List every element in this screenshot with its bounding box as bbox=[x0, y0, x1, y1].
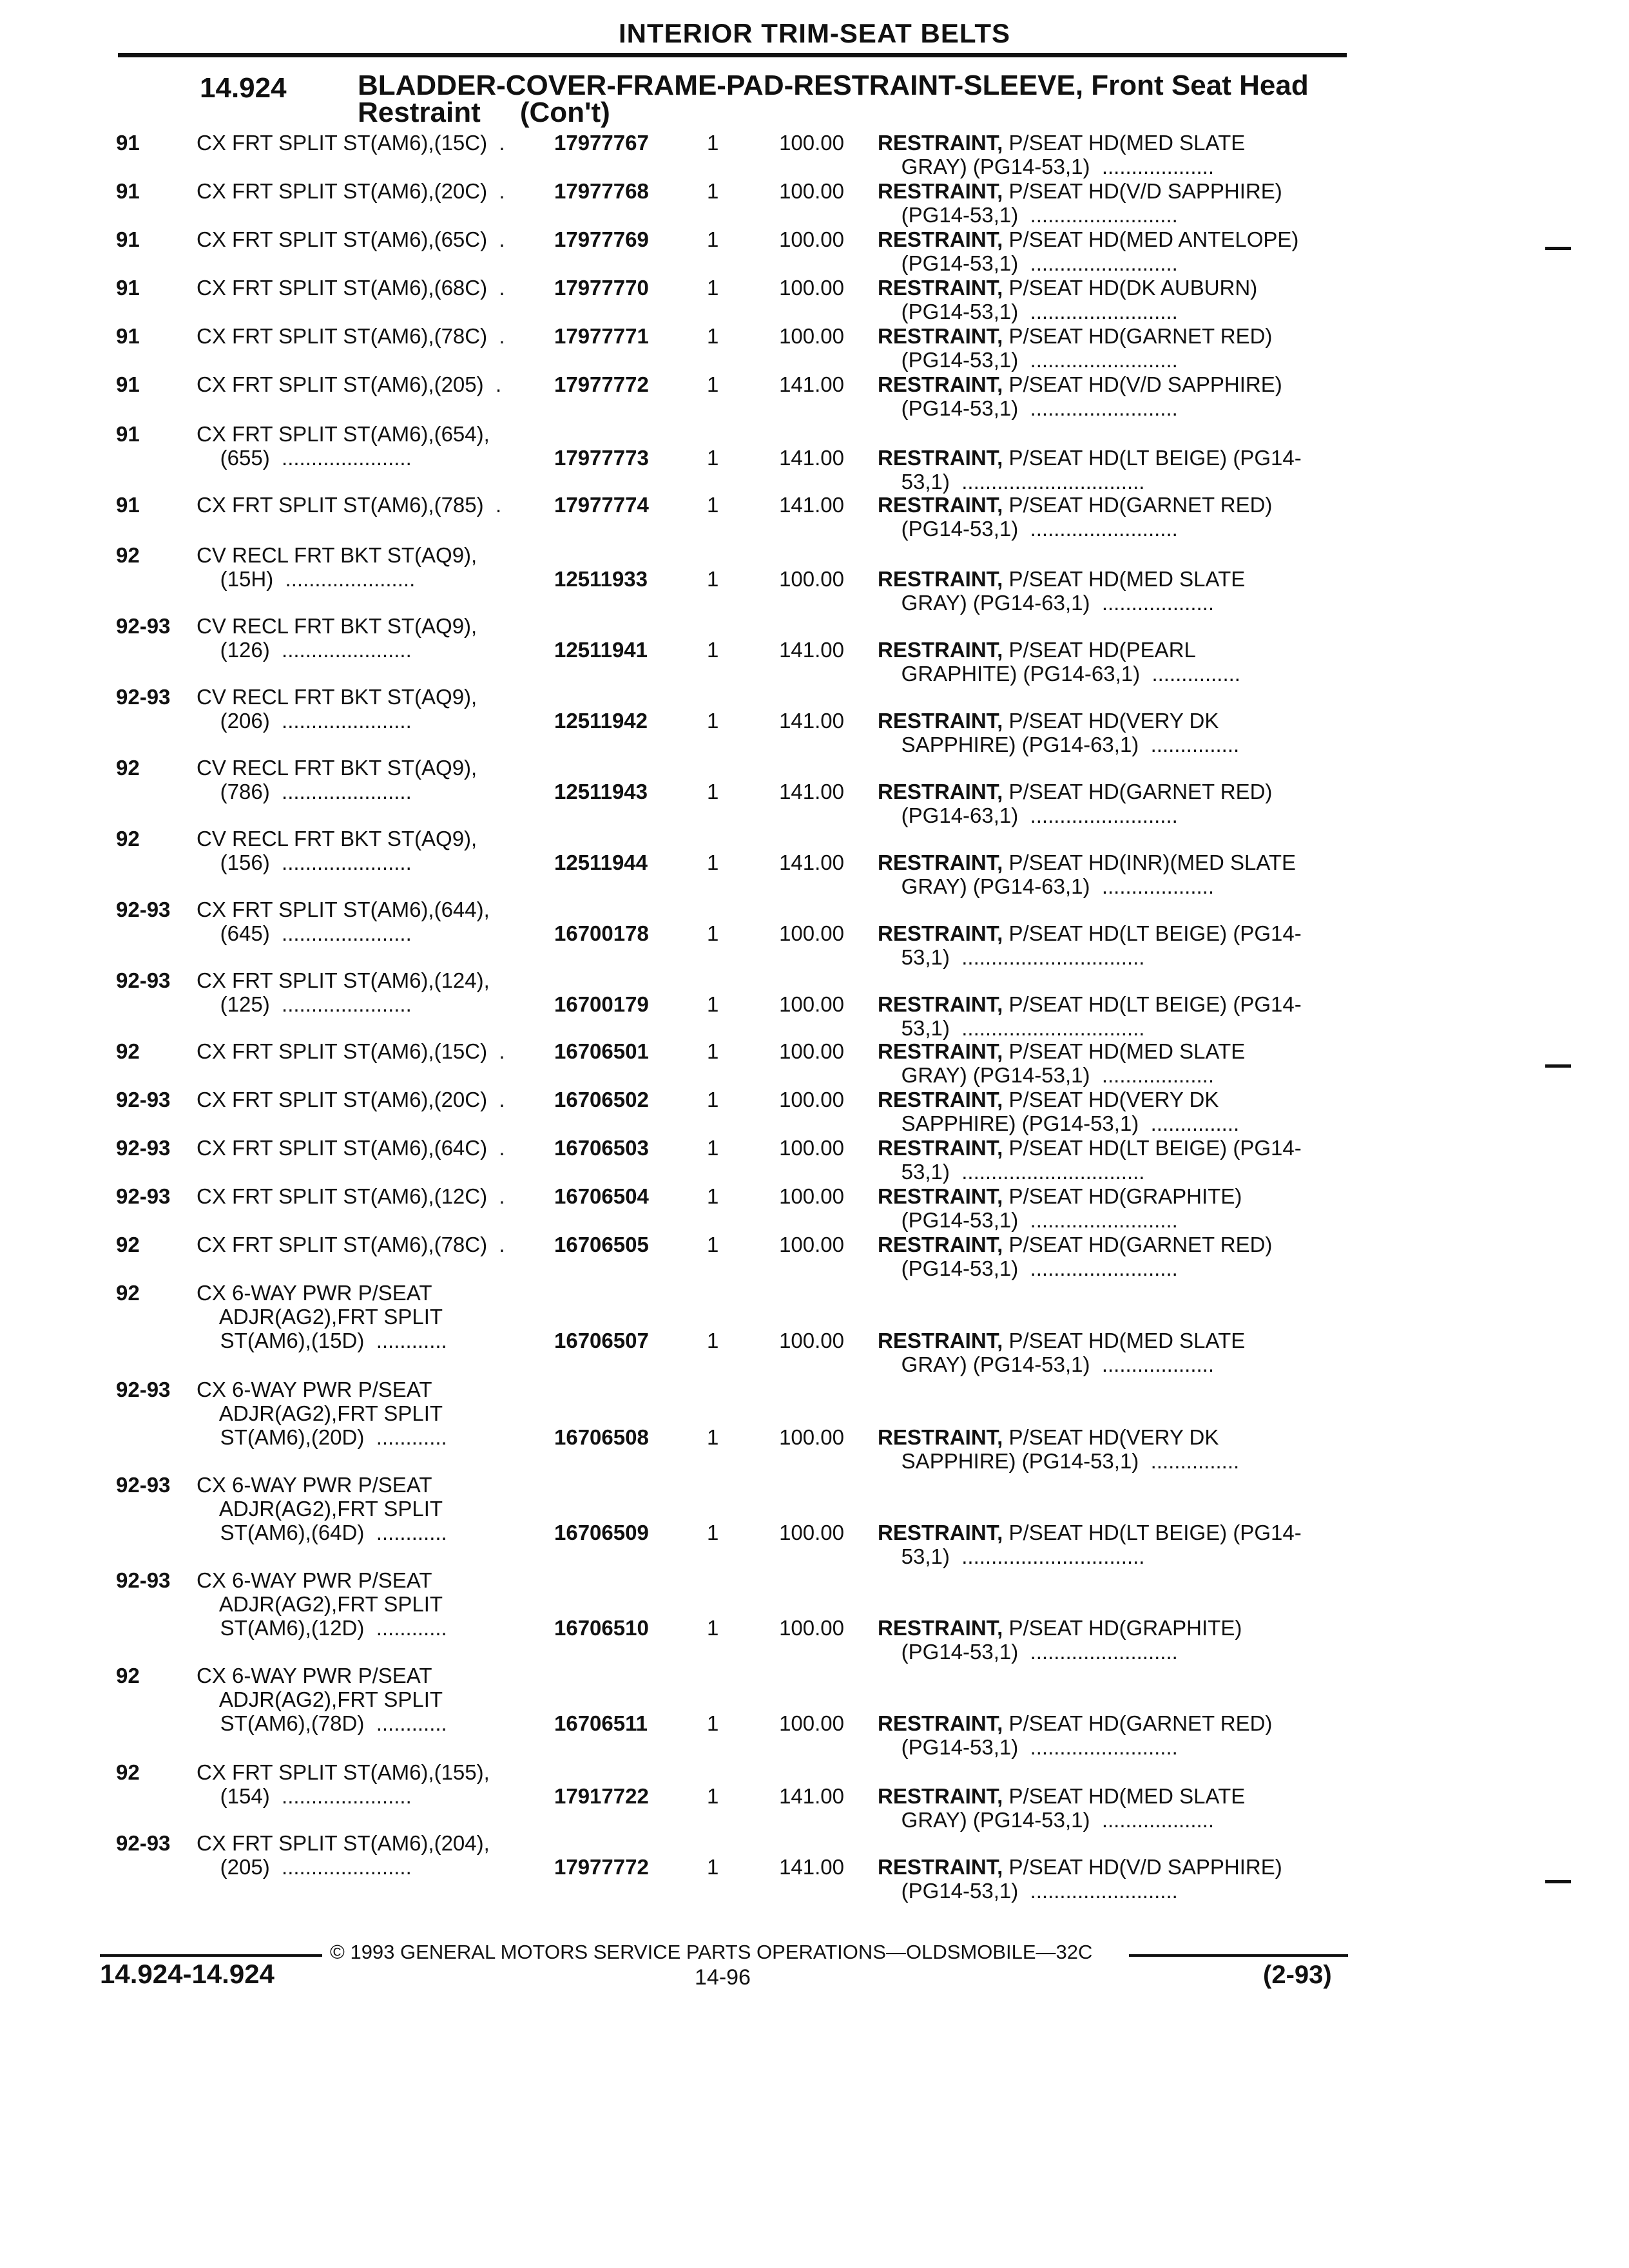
part-name-detail: P/SEAT HD(V/D SAPPHIRE) bbox=[1003, 179, 1282, 203]
usage-description: CX FRT SPLIT ST(AM6),(204), (205) ...................... bbox=[197, 1831, 490, 1879]
part-name bbox=[878, 324, 1342, 372]
part-name bbox=[878, 276, 1342, 323]
price: 100.00 bbox=[779, 227, 844, 251]
table-row bbox=[0, 1568, 1629, 1664]
margin-tick bbox=[1545, 1064, 1571, 1068]
quantity: 1 bbox=[707, 921, 719, 945]
part-number: 12511943 bbox=[554, 780, 648, 803]
usage-description: CX FRT SPLIT ST(AM6),(65C) . bbox=[197, 227, 505, 251]
quantity: 1 bbox=[707, 131, 719, 155]
usage-description: CX FRT SPLIT ST(AM6),(15C) . bbox=[197, 1039, 505, 1063]
usage-description: CV RECL FRT BKT ST(AQ9), (156) ...................... bbox=[197, 827, 477, 874]
price: 100.00 bbox=[779, 1329, 844, 1352]
part-name-continuation: (PG14-53,1) ......................... bbox=[878, 1208, 1178, 1232]
quantity: 1 bbox=[707, 324, 719, 348]
footer-copyright: © 1993 GENERAL MOTORS SERVICE PARTS OPERATIONS—OLDSMOBILE—32C bbox=[330, 1941, 1093, 1963]
quantity: 1 bbox=[707, 372, 719, 396]
part-number: 16706501 bbox=[554, 1039, 649, 1063]
model-year: 91 bbox=[116, 493, 140, 517]
part-name bbox=[878, 1855, 1342, 1903]
table-row bbox=[0, 1760, 1629, 1831]
part-name-keyword: RESTRAINT, bbox=[878, 567, 1003, 591]
section-title bbox=[358, 72, 1363, 126]
table-row bbox=[0, 1378, 1629, 1473]
usage-description: CX 6-WAY PWR P/SEAT ADJR(AG2),FRT SPLIT ST(AM6),(20D) ............ bbox=[197, 1378, 447, 1449]
part-name-detail: P/SEAT HD(V/D SAPPHIRE) bbox=[1003, 1855, 1282, 1879]
footer-date-code: (2-93) bbox=[1263, 1961, 1332, 1989]
quantity: 1 bbox=[707, 1184, 719, 1208]
price: 100.00 bbox=[779, 1184, 844, 1208]
part-name-keyword: RESTRAINT, bbox=[878, 1425, 1003, 1449]
part-name-keyword: RESTRAINT, bbox=[878, 446, 1003, 470]
usage-description: CX 6-WAY PWR P/SEAT ADJR(AG2),FRT SPLIT ST(AM6),(78D) ............ bbox=[197, 1664, 447, 1735]
price: 100.00 bbox=[779, 1425, 844, 1449]
part-name-keyword: RESTRAINT, bbox=[878, 1855, 1003, 1879]
usage-description: CV RECL FRT BKT ST(AQ9), (206) ...................... bbox=[197, 685, 477, 733]
quantity: 1 bbox=[707, 1855, 719, 1879]
price: 141.00 bbox=[779, 1784, 844, 1808]
quantity: 1 bbox=[707, 227, 719, 251]
part-name-continuation: (PG14-53,1) ......................... bbox=[878, 348, 1178, 372]
part-number: 12511933 bbox=[554, 567, 648, 591]
part-name-keyword: RESTRAINT, bbox=[878, 1233, 1003, 1256]
part-number: 16706511 bbox=[554, 1711, 648, 1735]
price: 141.00 bbox=[779, 1855, 844, 1879]
part-name-detail: P/SEAT HD(VERY DK bbox=[1003, 1425, 1219, 1449]
part-name bbox=[878, 1616, 1342, 1664]
part-name bbox=[878, 1039, 1342, 1087]
quantity: 1 bbox=[707, 1039, 719, 1063]
part-name-detail: P/SEAT HD(V/D SAPPHIRE) bbox=[1003, 372, 1282, 396]
part-name-continuation: (PG14-53,1) ......................... bbox=[878, 300, 1178, 323]
part-name-detail: P/SEAT HD(GRAPHITE) bbox=[1003, 1184, 1242, 1208]
usage-description: CX FRT SPLIT ST(AM6),(78C) . bbox=[197, 1233, 505, 1256]
part-number: 17917722 bbox=[554, 1784, 649, 1808]
part-name-detail: P/SEAT HD(INR)(MED SLATE bbox=[1003, 850, 1296, 874]
part-name-continuation: 53,1) ............................... bbox=[878, 1544, 1145, 1568]
usage-description: CX FRT SPLIT ST(AM6),(78C) . bbox=[197, 324, 505, 348]
usage-description: CV RECL FRT BKT ST(AQ9), (126) ...................... bbox=[197, 614, 477, 662]
usage-description: CX 6-WAY PWR P/SEAT ADJR(AG2),FRT SPLIT ST(AM6),(15D) ............ bbox=[197, 1281, 447, 1352]
part-number: 16706504 bbox=[554, 1184, 649, 1208]
quantity: 1 bbox=[707, 1088, 719, 1111]
part-name bbox=[878, 227, 1342, 275]
part-number: 16706508 bbox=[554, 1425, 649, 1449]
part-name bbox=[878, 1425, 1342, 1473]
quantity: 1 bbox=[707, 638, 719, 662]
part-name-keyword: RESTRAINT, bbox=[878, 1521, 1003, 1544]
price: 141.00 bbox=[779, 638, 844, 662]
page-header-title: INTERIOR TRIM-SEAT BELTS bbox=[618, 18, 1011, 48]
part-name-detail: P/SEAT HD(MED SLATE bbox=[1003, 1039, 1246, 1063]
part-name-continuation: (PG14-53,1) ......................... bbox=[878, 517, 1178, 541]
part-name-keyword: RESTRAINT, bbox=[878, 850, 1003, 874]
part-name bbox=[878, 446, 1342, 494]
part-name bbox=[878, 179, 1342, 227]
part-name bbox=[878, 1233, 1342, 1280]
table-row bbox=[0, 422, 1629, 493]
table-row bbox=[0, 898, 1629, 968]
part-name-continuation: 53,1) ............................... bbox=[878, 1016, 1145, 1040]
footer-section-range: 14.924-14.924 bbox=[100, 1959, 275, 1989]
usage-description: CX FRT SPLIT ST(AM6),(68C) . bbox=[197, 276, 505, 300]
part-number: 17977773 bbox=[554, 446, 649, 470]
part-name-continuation: GRAY) (PG14-63,1) ................... bbox=[878, 874, 1215, 898]
usage-description: CX FRT SPLIT ST(AM6),(64C) . bbox=[197, 1136, 505, 1160]
part-name-keyword: RESTRAINT, bbox=[878, 372, 1003, 396]
margin-tick bbox=[1545, 247, 1571, 250]
part-name-keyword: RESTRAINT, bbox=[878, 709, 1003, 733]
price: 141.00 bbox=[779, 709, 844, 733]
table-row bbox=[0, 968, 1629, 1039]
part-number: 16706503 bbox=[554, 1136, 649, 1160]
section-title-line-1: BLADDER-COVER-FRAME-PAD-RESTRAINT-SLEEVE, Front Seat Head bbox=[358, 70, 1309, 101]
margin-tick bbox=[1545, 1880, 1571, 1883]
part-number: 12511941 bbox=[554, 638, 648, 662]
table-row bbox=[0, 1831, 1629, 1902]
part-name-detail: P/SEAT HD(VERY DK bbox=[1003, 709, 1219, 733]
usage-description: CX FRT SPLIT ST(AM6),(15C) . bbox=[197, 131, 505, 155]
price: 100.00 bbox=[779, 1711, 844, 1735]
part-name-keyword: RESTRAINT, bbox=[878, 1039, 1003, 1063]
part-name bbox=[878, 1521, 1342, 1568]
part-name-keyword: RESTRAINT, bbox=[878, 921, 1003, 945]
part-number: 17977767 bbox=[554, 131, 649, 155]
price: 100.00 bbox=[779, 567, 844, 591]
part-name bbox=[878, 1329, 1342, 1376]
part-name-keyword: RESTRAINT, bbox=[878, 227, 1003, 251]
part-name bbox=[878, 1784, 1342, 1832]
price: 141.00 bbox=[779, 372, 844, 396]
price: 100.00 bbox=[779, 1616, 844, 1640]
section-number: 14.924 bbox=[200, 72, 287, 104]
usage-description: CX FRT SPLIT ST(AM6),(205) . bbox=[197, 372, 502, 396]
model-year: 92-93 bbox=[116, 1088, 171, 1111]
footer-page-number: 14-96 bbox=[695, 1965, 751, 1990]
model-year: 91 bbox=[116, 227, 140, 251]
footer-rule-right bbox=[1129, 1954, 1348, 1957]
part-name bbox=[878, 1088, 1342, 1135]
part-name bbox=[878, 921, 1342, 969]
price: 100.00 bbox=[779, 1039, 844, 1063]
table-row bbox=[0, 1664, 1629, 1759]
quantity: 1 bbox=[707, 1784, 719, 1808]
part-name-keyword: RESTRAINT, bbox=[878, 179, 1003, 203]
model-year: 92 bbox=[116, 1281, 140, 1305]
part-name-continuation: GRAY) (PG14-53,1) ................... bbox=[878, 1808, 1215, 1832]
price: 141.00 bbox=[779, 493, 844, 517]
part-name-continuation: (PG14-53,1) ......................... bbox=[878, 1256, 1178, 1280]
quantity: 1 bbox=[707, 709, 719, 733]
part-name-detail: P/SEAT HD(MED SLATE bbox=[1003, 131, 1246, 155]
model-year: 92-93 bbox=[116, 1136, 171, 1160]
usage-description: CX FRT SPLIT ST(AM6),(155), (154) ...................... bbox=[197, 1760, 490, 1808]
table-row bbox=[0, 756, 1629, 827]
table-row bbox=[0, 685, 1629, 756]
part-name-continuation: (PG14-53,1) ......................... bbox=[878, 203, 1178, 227]
part-name-continuation: SAPPHIRE) (PG14-53,1) ............... bbox=[878, 1449, 1240, 1473]
part-name-keyword: RESTRAINT, bbox=[878, 1616, 1003, 1640]
part-name-keyword: RESTRAINT, bbox=[878, 1136, 1003, 1160]
part-name bbox=[878, 1136, 1342, 1184]
part-name-detail: P/SEAT HD(PEARL bbox=[1003, 638, 1196, 662]
model-year: 92 bbox=[116, 756, 140, 780]
part-name bbox=[878, 992, 1342, 1040]
price: 100.00 bbox=[779, 1088, 844, 1111]
part-name-continuation: (PG14-53,1) ......................... bbox=[878, 1640, 1178, 1664]
price: 100.00 bbox=[779, 276, 844, 300]
part-number: 17977768 bbox=[554, 179, 649, 203]
part-name-continuation: (PG14-53,1) ......................... bbox=[878, 1879, 1178, 1903]
part-name-continuation: GRAY) (PG14-53,1) ................... bbox=[878, 1063, 1215, 1087]
part-name-continuation: 53,1) ............................... bbox=[878, 1160, 1145, 1184]
usage-description: CX FRT SPLIT ST(AM6),(20C) . bbox=[197, 179, 505, 203]
part-name-detail: P/SEAT HD(GARNET RED) bbox=[1003, 324, 1273, 348]
part-name-detail: P/SEAT HD(GRAPHITE) bbox=[1003, 1616, 1242, 1640]
table-row bbox=[0, 1281, 1629, 1376]
quantity: 1 bbox=[707, 850, 719, 874]
quantity: 1 bbox=[707, 1616, 719, 1640]
part-number: 12511942 bbox=[554, 709, 648, 733]
price: 100.00 bbox=[779, 324, 844, 348]
header-rule bbox=[118, 53, 1347, 57]
model-year: 92 bbox=[116, 1760, 140, 1784]
table-row bbox=[0, 827, 1629, 898]
usage-description: CX 6-WAY PWR P/SEAT ADJR(AG2),FRT SPLIT ST(AM6),(12D) ............ bbox=[197, 1568, 447, 1640]
part-name-detail: P/SEAT HD(MED ANTELOPE) bbox=[1003, 227, 1299, 251]
part-name-detail: P/SEAT HD(VERY DK bbox=[1003, 1088, 1219, 1111]
part-name-keyword: RESTRAINT, bbox=[878, 992, 1003, 1016]
part-name bbox=[878, 131, 1342, 178]
part-name-keyword: RESTRAINT, bbox=[878, 1088, 1003, 1111]
part-name bbox=[878, 567, 1342, 615]
usage-description: CX FRT SPLIT ST(AM6),(644), (645) ...................... bbox=[197, 898, 490, 945]
usage-description: CX FRT SPLIT ST(AM6),(12C) . bbox=[197, 1184, 505, 1208]
price: 100.00 bbox=[779, 1521, 844, 1544]
quantity: 1 bbox=[707, 1425, 719, 1449]
model-year: 92-93 bbox=[116, 1831, 171, 1855]
model-year: 92-93 bbox=[116, 968, 171, 992]
model-year: 92 bbox=[116, 1039, 140, 1063]
part-name-keyword: RESTRAINT, bbox=[878, 1784, 1003, 1808]
model-year: 91 bbox=[116, 179, 140, 203]
part-name-keyword: RESTRAINT, bbox=[878, 276, 1003, 300]
model-year: 92 bbox=[116, 1233, 140, 1256]
part-name bbox=[878, 1711, 1342, 1759]
model-year: 91 bbox=[116, 372, 140, 396]
part-name-continuation: GRAY) (PG14-63,1) ................... bbox=[878, 591, 1215, 615]
usage-description: CV RECL FRT BKT ST(AQ9), (15H) ...................... bbox=[197, 543, 477, 591]
part-name bbox=[878, 780, 1342, 827]
part-name-continuation: 53,1) ............................... bbox=[878, 945, 1145, 969]
part-name-keyword: RESTRAINT, bbox=[878, 324, 1003, 348]
part-number: 17977770 bbox=[554, 276, 649, 300]
model-year: 92 bbox=[116, 1664, 140, 1687]
quantity: 1 bbox=[707, 780, 719, 803]
model-year: 92-93 bbox=[116, 614, 171, 638]
part-name-detail: P/SEAT HD(LT BEIGE) (PG14- bbox=[1003, 921, 1302, 945]
part-name-continuation: (PG14-53,1) ......................... bbox=[878, 396, 1178, 420]
usage-description: CX FRT SPLIT ST(AM6),(124), (125) ...................... bbox=[197, 968, 490, 1016]
part-number: 16706502 bbox=[554, 1088, 649, 1111]
part-name-continuation: GRAPHITE) (PG14-63,1) ............... bbox=[878, 662, 1240, 686]
part-name-continuation: SAPPHIRE) (PG14-63,1) ............... bbox=[878, 733, 1240, 756]
part-number: 12511944 bbox=[554, 850, 648, 874]
quantity: 1 bbox=[707, 1329, 719, 1352]
part-name-continuation: SAPPHIRE) (PG14-53,1) ............... bbox=[878, 1111, 1240, 1135]
part-name-keyword: RESTRAINT, bbox=[878, 638, 1003, 662]
usage-description: CV RECL FRT BKT ST(AQ9), (786) ...................... bbox=[197, 756, 477, 803]
part-name-continuation: GRAY) (PG14-53,1) ................... bbox=[878, 155, 1215, 178]
table-row bbox=[0, 614, 1629, 685]
part-name-detail: P/SEAT HD(GARNET RED) bbox=[1003, 1233, 1273, 1256]
section-title-line-2: Restraint (Con't) bbox=[358, 97, 610, 128]
part-name-keyword: RESTRAINT, bbox=[878, 780, 1003, 803]
part-name-continuation: 53,1) ............................... bbox=[878, 470, 1145, 494]
price: 141.00 bbox=[779, 780, 844, 803]
part-number: 16700178 bbox=[554, 921, 649, 945]
part-number: 16706509 bbox=[554, 1521, 649, 1544]
part-name-keyword: RESTRAINT, bbox=[878, 1711, 1003, 1735]
model-year: 92-93 bbox=[116, 1378, 171, 1401]
model-year: 92-93 bbox=[116, 898, 171, 921]
part-name bbox=[878, 850, 1342, 898]
part-number: 17977772 bbox=[554, 372, 649, 396]
part-name-continuation: (PG14-53,1) ......................... bbox=[878, 1735, 1178, 1759]
quantity: 1 bbox=[707, 276, 719, 300]
part-name-keyword: RESTRAINT, bbox=[878, 1184, 1003, 1208]
model-year: 92-93 bbox=[116, 1473, 171, 1497]
part-name-keyword: RESTRAINT, bbox=[878, 1329, 1003, 1352]
quantity: 1 bbox=[707, 179, 719, 203]
quantity: 1 bbox=[707, 1233, 719, 1256]
part-name-detail: P/SEAT HD(LT BEIGE) (PG14- bbox=[1003, 992, 1302, 1016]
footer-rule-left bbox=[100, 1954, 322, 1957]
table-row bbox=[0, 1473, 1629, 1568]
quantity: 1 bbox=[707, 493, 719, 517]
model-year: 92 bbox=[116, 543, 140, 567]
part-name-detail: P/SEAT HD(MED SLATE bbox=[1003, 1784, 1246, 1808]
table-row bbox=[0, 543, 1629, 614]
quantity: 1 bbox=[707, 1136, 719, 1160]
quantity: 1 bbox=[707, 567, 719, 591]
price: 141.00 bbox=[779, 850, 844, 874]
part-number: 16706507 bbox=[554, 1329, 649, 1352]
price: 141.00 bbox=[779, 446, 844, 470]
price: 100.00 bbox=[779, 131, 844, 155]
part-number: 17977774 bbox=[554, 493, 649, 517]
quantity: 1 bbox=[707, 1711, 719, 1735]
part-name-continuation: GRAY) (PG14-53,1) ................... bbox=[878, 1352, 1215, 1376]
price: 100.00 bbox=[779, 992, 844, 1016]
part-name bbox=[878, 1184, 1342, 1232]
part-name-detail: P/SEAT HD(LT BEIGE) (PG14- bbox=[1003, 1521, 1302, 1544]
part-name-keyword: RESTRAINT, bbox=[878, 131, 1003, 155]
model-year: 92-93 bbox=[116, 1184, 171, 1208]
model-year: 92-93 bbox=[116, 685, 171, 709]
part-number: 17977772 bbox=[554, 1855, 649, 1879]
part-name bbox=[878, 709, 1342, 756]
part-name bbox=[878, 372, 1342, 420]
part-name-detail: P/SEAT HD(LT BEIGE) (PG14- bbox=[1003, 446, 1302, 470]
part-name-detail: P/SEAT HD(GARNET RED) bbox=[1003, 780, 1273, 803]
model-year: 91 bbox=[116, 276, 140, 300]
price: 100.00 bbox=[779, 1233, 844, 1256]
part-name-detail: P/SEAT HD(MED SLATE bbox=[1003, 1329, 1246, 1352]
model-year: 92-93 bbox=[116, 1568, 171, 1592]
part-number: 17977771 bbox=[554, 324, 649, 348]
part-name-detail: P/SEAT HD(MED SLATE bbox=[1003, 567, 1246, 591]
part-name-continuation: (PG14-63,1) ......................... bbox=[878, 803, 1178, 827]
usage-description: CX 6-WAY PWR P/SEAT ADJR(AG2),FRT SPLIT ST(AM6),(64D) ............ bbox=[197, 1473, 447, 1544]
quantity: 1 bbox=[707, 1521, 719, 1544]
part-number: 16706505 bbox=[554, 1233, 649, 1256]
part-number: 16706510 bbox=[554, 1616, 649, 1640]
model-year: 91 bbox=[116, 324, 140, 348]
price: 100.00 bbox=[779, 179, 844, 203]
price: 100.00 bbox=[779, 921, 844, 945]
usage-description: CX FRT SPLIT ST(AM6),(654), (655) ...................... bbox=[197, 422, 490, 470]
quantity: 1 bbox=[707, 992, 719, 1016]
usage-description: CX FRT SPLIT ST(AM6),(785) . bbox=[197, 493, 502, 517]
part-name bbox=[878, 638, 1342, 686]
part-name bbox=[878, 493, 1342, 541]
part-name-detail: P/SEAT HD(GARNET RED) bbox=[1003, 1711, 1273, 1735]
quantity: 1 bbox=[707, 446, 719, 470]
part-name-keyword: RESTRAINT, bbox=[878, 493, 1003, 517]
part-number: 17977769 bbox=[554, 227, 649, 251]
price: 100.00 bbox=[779, 1136, 844, 1160]
model-year: 92 bbox=[116, 827, 140, 850]
usage-description: CX FRT SPLIT ST(AM6),(20C) . bbox=[197, 1088, 505, 1111]
part-name-detail: P/SEAT HD(DK AUBURN) bbox=[1003, 276, 1258, 300]
model-year: 91 bbox=[116, 422, 140, 446]
part-name-detail: P/SEAT HD(LT BEIGE) (PG14- bbox=[1003, 1136, 1302, 1160]
part-name-continuation: (PG14-53,1) ......................... bbox=[878, 251, 1178, 275]
part-name-detail: P/SEAT HD(GARNET RED) bbox=[1003, 493, 1273, 517]
model-year: 91 bbox=[116, 131, 140, 155]
part-number: 16700179 bbox=[554, 992, 649, 1016]
